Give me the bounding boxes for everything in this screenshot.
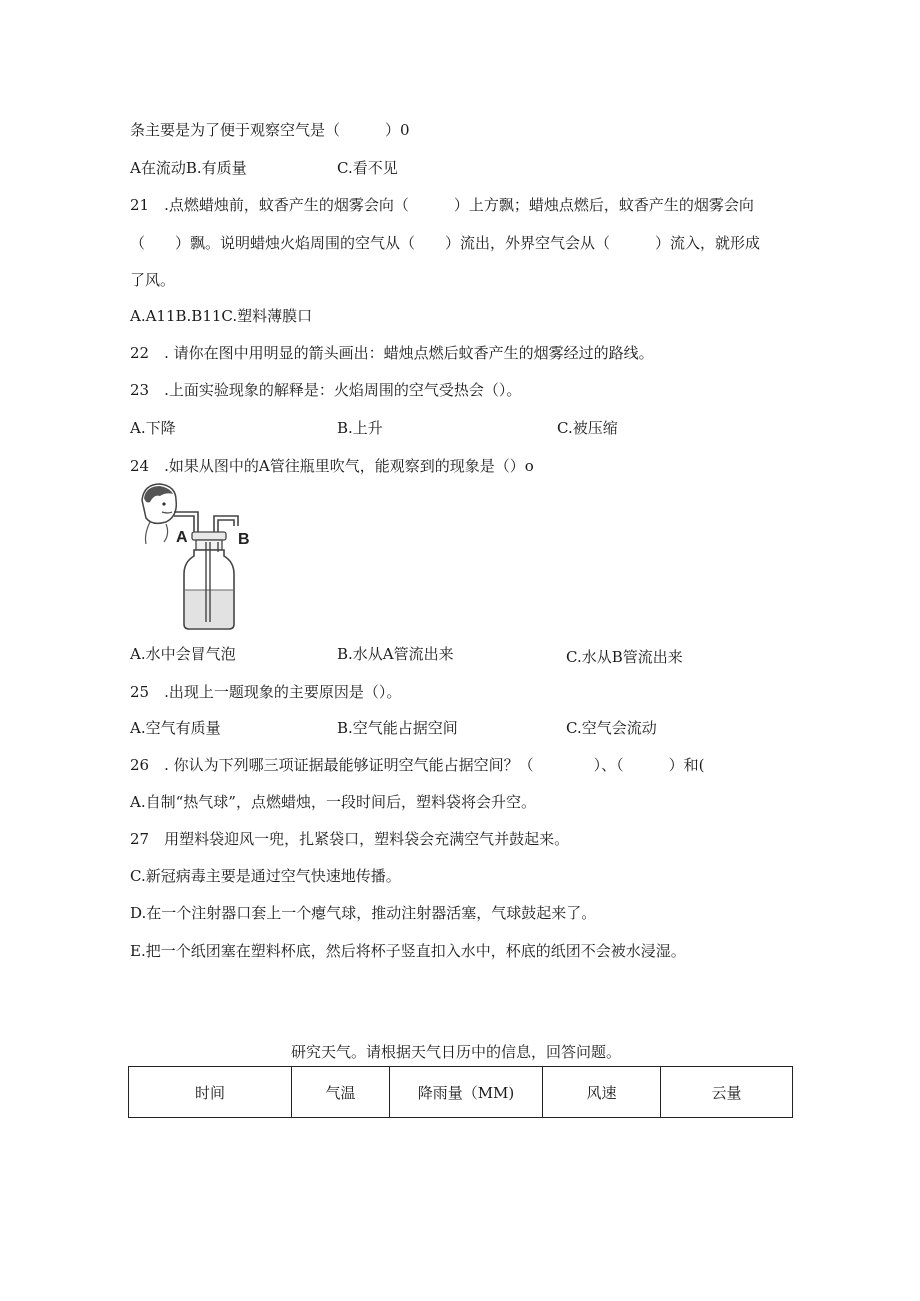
q25-option-c: C.空气会流动 <box>566 719 657 737</box>
q24-option-c: C.水从B管流出来 <box>566 648 683 666</box>
q25-option-b: B.空气能占据空间 <box>337 719 458 737</box>
label-a: A <box>176 529 188 546</box>
weather-table-header-row <box>129 1067 793 1118</box>
q26-text: 26 . 你认为下列哪三项证据最能够证明空气能占据空间？（ ）、（ ）和( <box>130 756 705 774</box>
weather-header-rainfall: 降雨量（MM) <box>390 1067 543 1118</box>
q23-option-a: A.下降 <box>130 419 176 437</box>
q25-option-a: A.空气有质量 <box>130 719 221 737</box>
q25-text: 25 .出现上一题现象的主要原因是（）。 <box>130 683 402 701</box>
q26-option-d: D.在一个注射器口套上一个瘪气球，推动注射器活塞，气球鼓起来了。 <box>130 904 597 922</box>
q23-text: 23 .上面实验现象的解释是：火焰周围的空气受热会（）。 <box>130 381 522 399</box>
weather-header-cloud-cover: 云量 <box>661 1067 793 1118</box>
weather-table <box>128 1066 793 1118</box>
q21-line2: （ ）飘。说明蜡烛火焰周围的空气从（ ）流出，外界空气会从（ ）流入，就形成 <box>130 234 761 252</box>
q23-option-b: B.上升 <box>337 419 383 437</box>
bottle-illustration <box>136 482 264 632</box>
weather-caption: 研究天气。请根据天气日历中的信息，回答问题。 <box>291 1043 622 1061</box>
bottle-figure <box>136 482 264 632</box>
q20-options-ab: A在流动B.有质量 <box>130 159 247 177</box>
q21-options: A.A11B.B11C.塑料薄膜口 <box>130 307 313 325</box>
q24-text: 24 .如果从图中的A管往瓶里吹气，能观察到的现象是（）o <box>130 457 534 475</box>
q26-option-e: E.把一个纸团塞在塑料杯底，然后将杯子竖直扣入水中，杯底的纸团不会被水浸湿。 <box>130 942 686 960</box>
line-q20-stem: 条主要是为了便于观察空气是（ ）0 <box>130 121 410 139</box>
q21-line1: 21 .点燃蜡烛前，蚊香产生的烟雾会向（ ）上方飘；蜡烛点燃后，蚊香产生的烟雾会向 <box>130 196 754 214</box>
q26-option-c: C.新冠病毒主要是通过空气快速地传播。 <box>130 867 401 885</box>
weather-header-time: 时间 <box>129 1067 292 1118</box>
weather-header-wind-speed: 风速 <box>543 1067 661 1118</box>
q24-option-b: B.水从A管流出来 <box>337 645 454 663</box>
q27-text: 27 用塑料袋迎风一兜，扎紧袋口，塑料袋会充满空气并鼓起来。 <box>130 830 570 848</box>
q23-option-c: C.被压缩 <box>557 419 618 437</box>
q21-line3: 了风。 <box>130 271 176 289</box>
q20-option-c: C.看不见 <box>337 159 398 177</box>
q24-option-a: A.水中会冒气泡 <box>130 645 236 663</box>
q22-text: 22 . 请你在图中用明显的箭头画出：蜡烛点燃后蚊香产生的烟雾经过的路线。 <box>130 344 654 362</box>
q26-option-a: A.自制“热气球”，点燃蜡烛，一段时间后，塑料袋将会升空。 <box>130 793 536 811</box>
weather-header-temperature: 气温 <box>292 1067 390 1118</box>
label-b: B <box>238 531 250 548</box>
